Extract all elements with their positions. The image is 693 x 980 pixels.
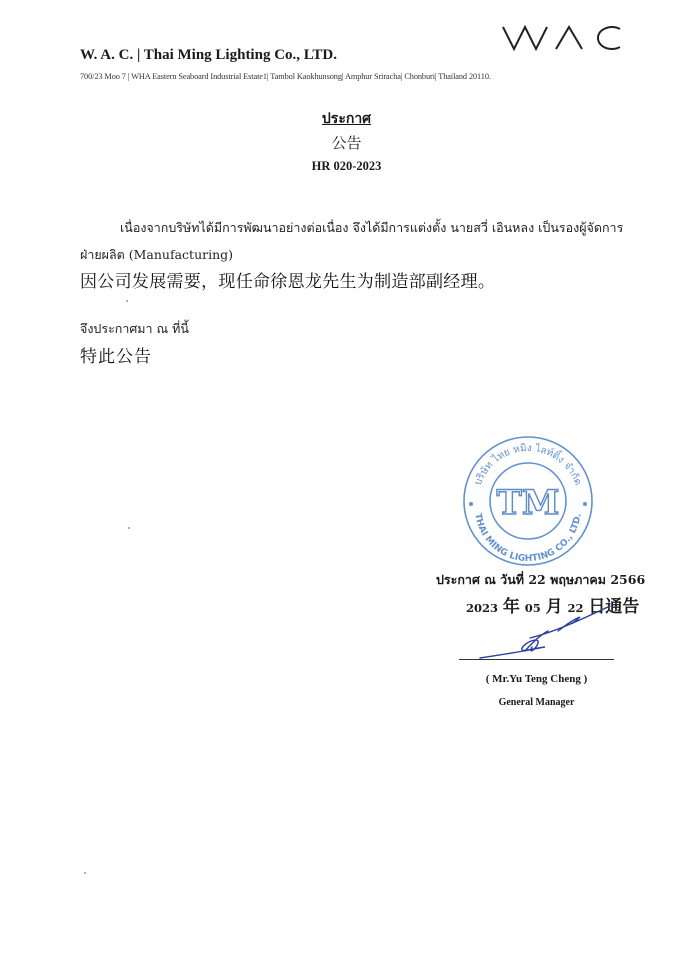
date-suffix: 通告 (605, 597, 640, 617)
document-number: HR 020-2023 (311, 159, 382, 173)
body-thai-line-1: เนื่องจากบริษัทได้มีการพัฒนาอย่างต่อเนื่อง จึงได้มีการแต่งตั้ง นายสวี่ เอินหลง เป็นรองผู้จัดการ (120, 220, 624, 235)
date-day-char: 日 (588, 597, 606, 617)
closing-thai: จึงประกาศมา ณ ที่นี้ (80, 321, 189, 336)
signer-name: ( Mr.Yu Teng Cheng ) (485, 673, 588, 685)
wac-logo (500, 22, 624, 54)
date-year-char: 年 (502, 597, 520, 617)
signer-title: General Manager (498, 697, 575, 708)
announcement-date-thai: ประกาศ ณ วันที่ 22 พฤษภาคม 2566 (436, 572, 646, 587)
body-chinese: 因公司发展需要，现任命徐恩龙先生为制造部副经理。 (80, 272, 496, 292)
company-address: 700/23 Moo 7 | WHA Eastern Seaboard Industrial Estate1| Tambol Kaokhunsong| Amphur Sriracha| Chonburi| Thailand 20110. (80, 72, 491, 81)
announcement-title-chinese: 公告 (331, 134, 362, 152)
body-thai-line-2: ฝ่ายผลิต (Manufacturing) (80, 247, 234, 262)
date-month: 05 (524, 601, 541, 615)
announcement-title-thai: ประกาศ (321, 111, 372, 127)
scan-speck (84, 872, 86, 874)
scan-speck (126, 300, 128, 302)
date-month-char: 月 (545, 597, 563, 617)
handwritten-signature (470, 603, 620, 665)
company-seal-stamp (461, 434, 595, 568)
date-year: 2023 (466, 601, 499, 615)
seal-center-text: TM (496, 483, 560, 523)
closing-chinese: 特此公告 (80, 347, 152, 367)
seal-thai-text: บริษัท ไทย หมิง ไลท์ติ้ง จำกัด (472, 442, 584, 488)
seal-english-text: THAI MING LIGHTING CO., LTD. (472, 512, 584, 565)
date-day: 22 (567, 601, 584, 615)
signature-line (459, 659, 614, 660)
company-name: W. A. C. | Thai Ming Lighting Co., LTD. (80, 47, 337, 63)
scan-speck (128, 527, 130, 529)
